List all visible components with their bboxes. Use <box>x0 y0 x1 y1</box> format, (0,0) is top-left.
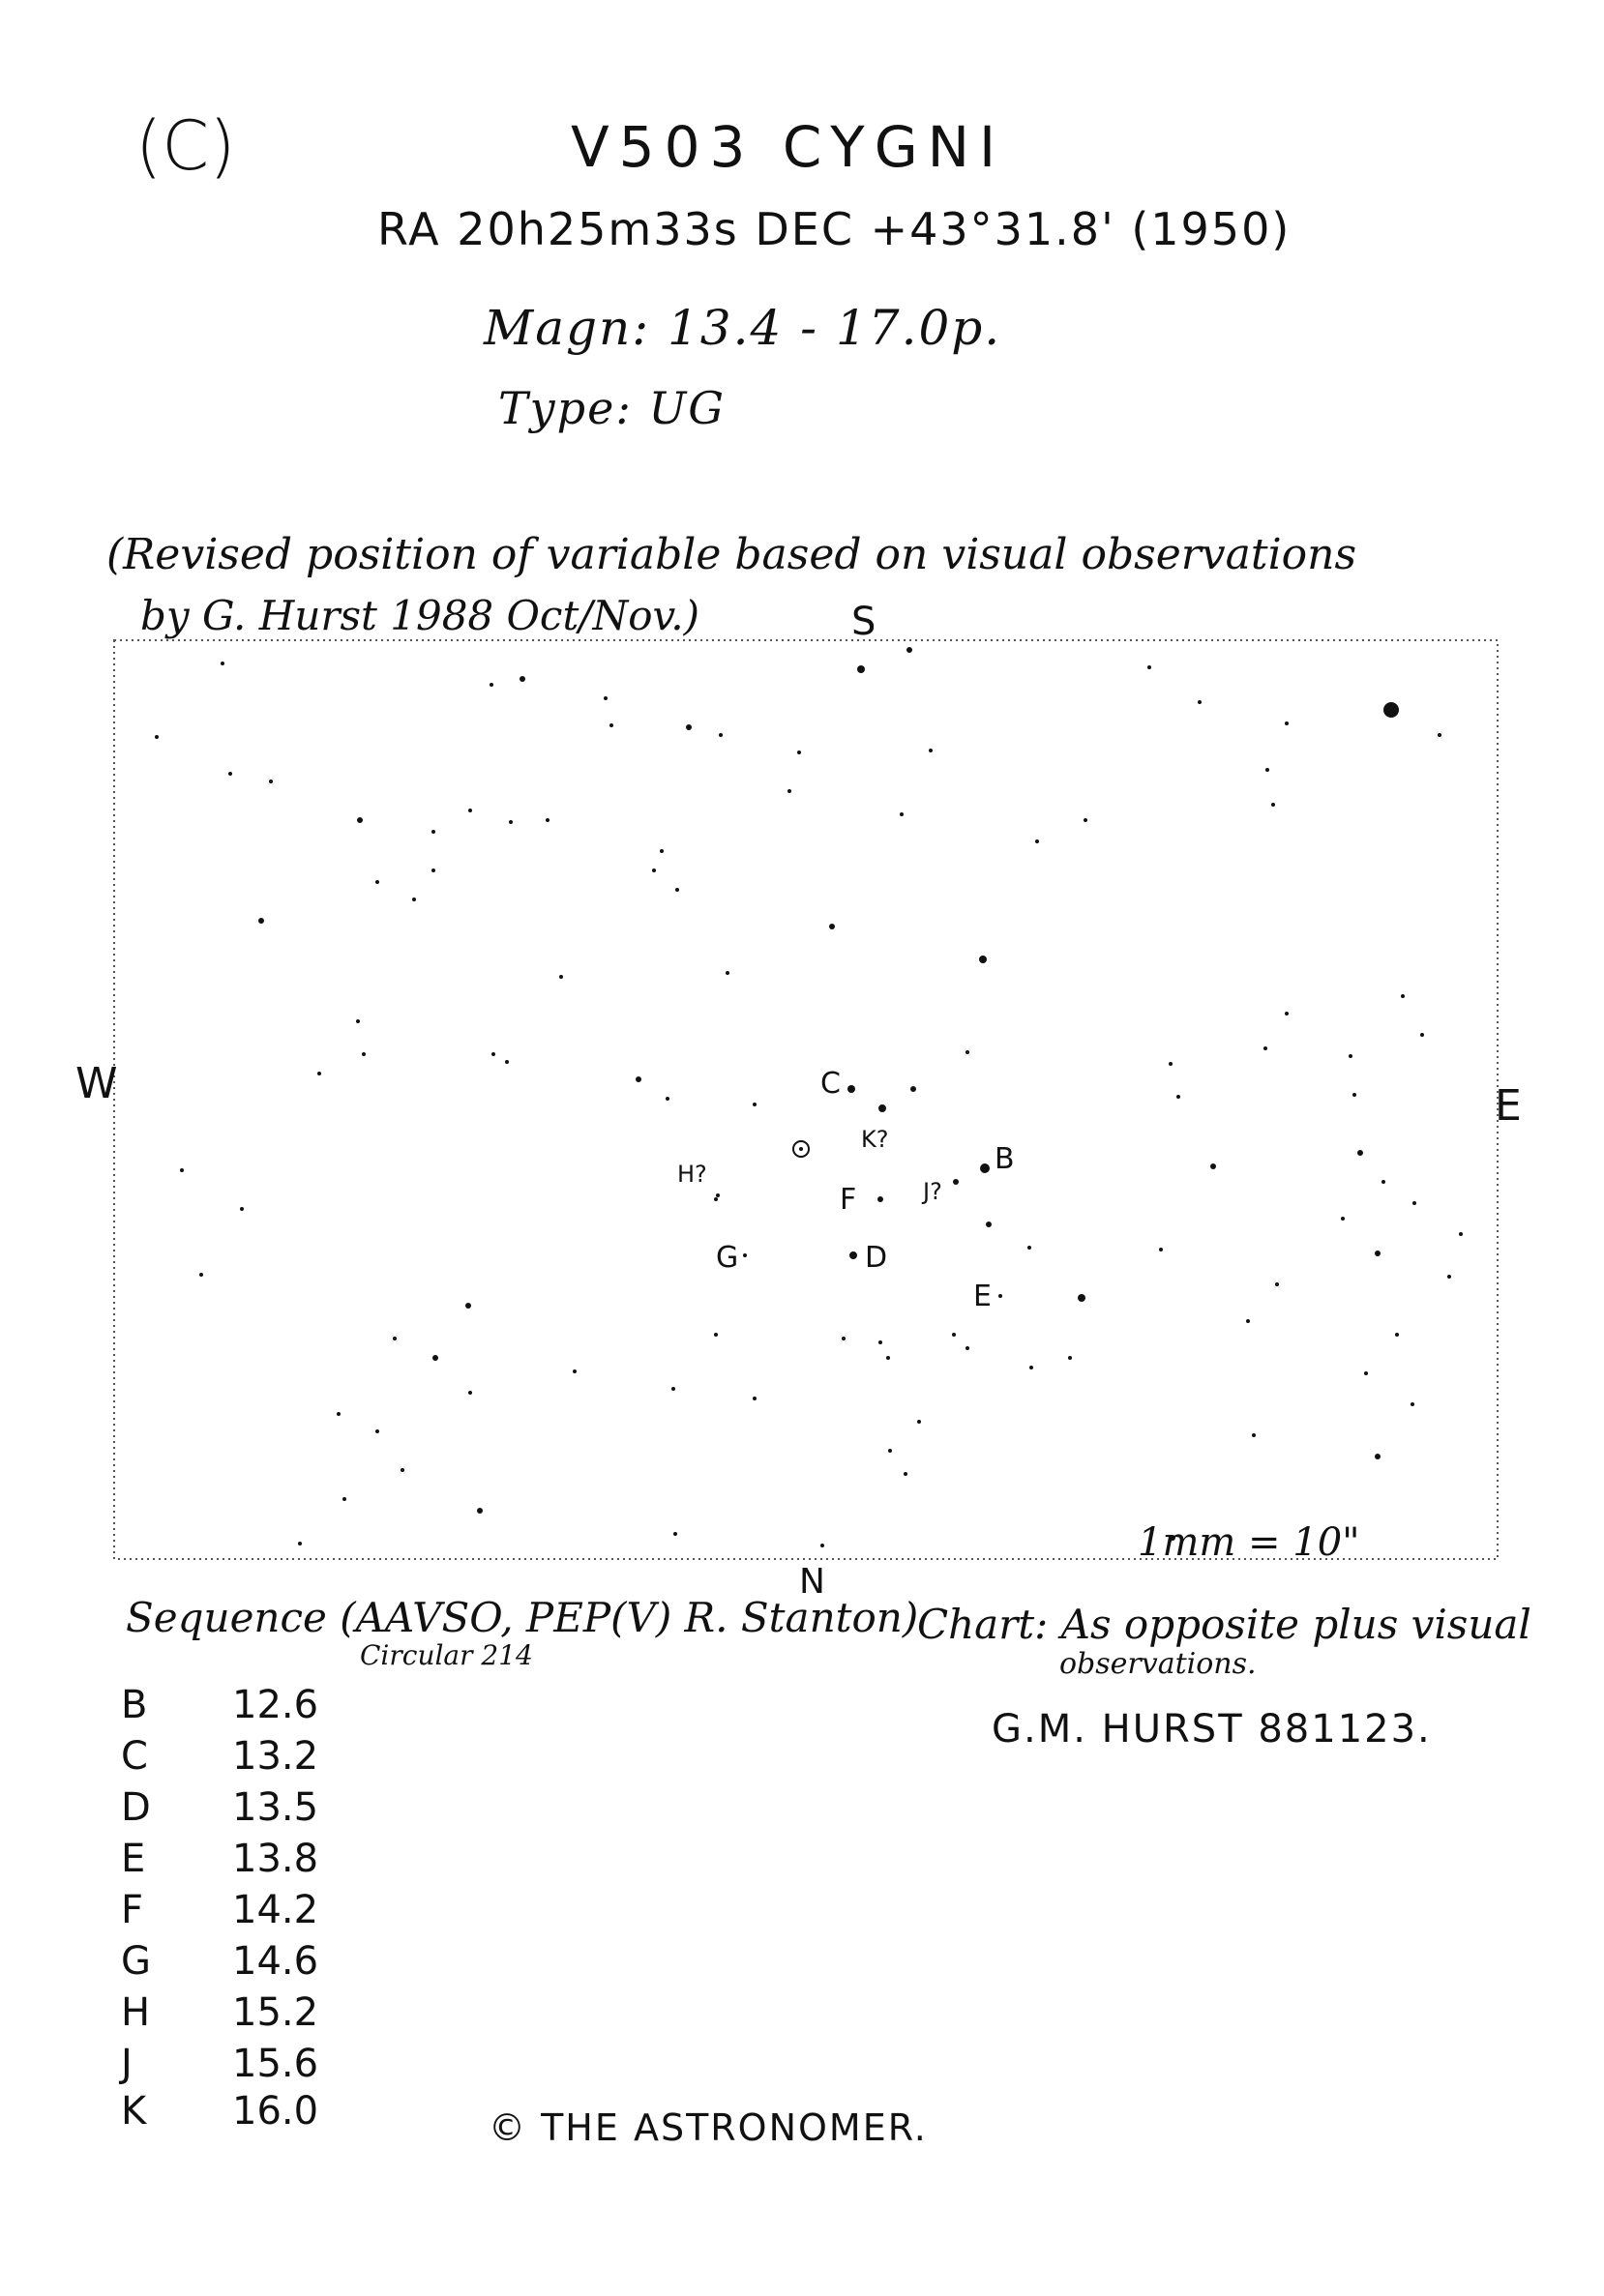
label-G: G <box>716 1241 739 1275</box>
star-F <box>877 1196 883 1202</box>
field-stars <box>155 647 1463 1547</box>
sequence-heading: Sequence (AAVSO, PEP(V) R. Stanton) <box>126 1594 919 1641</box>
label-B: B <box>995 1142 1015 1176</box>
variable-type: Type: UG <box>498 382 726 434</box>
direction-south: S <box>851 600 876 644</box>
star-C <box>847 1085 855 1093</box>
sequence-row <box>121 2042 318 2086</box>
star-E <box>998 1294 1002 1298</box>
direction-north: N <box>799 1562 825 1602</box>
label-J: J? <box>923 1178 942 1205</box>
sequence-row <box>121 1785 318 1830</box>
sequence-mag: 13.2 <box>232 1734 319 1779</box>
sequence-mag: 12.6 <box>232 1683 319 1727</box>
chart-border <box>114 640 1498 1559</box>
star-labels <box>677 1067 1015 1313</box>
magnitude-range: Magn: 13.4 - 17.0p. <box>484 300 1002 356</box>
sequence-mag: 15.2 <box>232 1990 319 2035</box>
star-K <box>878 1104 886 1112</box>
label-K: K? <box>861 1126 889 1153</box>
direction-west: W <box>75 1059 118 1108</box>
sequence-star: E <box>121 1837 146 1881</box>
sequence-mag: 13.5 <box>232 1785 319 1830</box>
chart-source-line-1: Chart: As opposite plus visual <box>917 1601 1531 1648</box>
sequence-mag: 15.6 <box>232 2042 319 2086</box>
sequence-row <box>121 1990 318 2035</box>
sequence-mag: 16.0 <box>232 2089 319 2134</box>
sequence-star: B <box>121 1683 148 1727</box>
sequence-star: J <box>121 2042 133 2086</box>
label-C: C <box>820 1067 841 1101</box>
revision-note-line-2: by G. Hurst 1988 Oct/Nov.) <box>140 592 699 639</box>
scale-note: 1mm = 10" <box>1138 1520 1360 1565</box>
sequence-mag: 13.8 <box>232 1837 319 1881</box>
revision-note-line-1: (Revised position of variable based on visual observations <box>106 530 1357 579</box>
sequence-row <box>121 2089 318 2134</box>
label-F: F <box>840 1183 857 1217</box>
sequence-star: K <box>121 2089 147 2134</box>
star-G <box>743 1253 747 1257</box>
page-title: V503 CYGNI <box>571 114 1006 180</box>
direction-east: E <box>1495 1081 1522 1131</box>
label-E: E <box>973 1280 992 1313</box>
sequence-stars <box>714 1085 1002 1298</box>
star-B <box>980 1163 990 1173</box>
sequence-star: F <box>121 1888 144 1932</box>
sequence-mag: 14.2 <box>232 1888 319 1932</box>
signature: G.M. HURST 881123. <box>992 1707 1432 1751</box>
sequence-subheading: Circular 214 <box>360 1639 533 1671</box>
sequence-star: D <box>121 1785 151 1830</box>
coordinates: RA 20h25m33s DEC +43°31.8' (1950) <box>377 203 1292 255</box>
copyright-notice: © THE ASTRONOMER. <box>489 2106 928 2149</box>
sequence-row <box>121 1683 318 1727</box>
star-J <box>953 1179 959 1185</box>
sequence-star: H <box>121 1990 151 2035</box>
sequence-row <box>121 1734 318 1779</box>
label-H: H? <box>677 1161 707 1188</box>
chart-source-line-2: observations. <box>1059 1647 1257 1681</box>
sequence-star: G <box>121 1939 151 1984</box>
sequence-row <box>121 1939 318 1984</box>
sequence-star: C <box>121 1734 148 1779</box>
sequence-row <box>121 1888 318 1932</box>
page-label: (C) <box>135 106 236 186</box>
sequence-row <box>121 1837 318 1881</box>
star-D <box>849 1251 857 1259</box>
label-D: D <box>865 1241 888 1275</box>
star-H <box>714 1197 718 1201</box>
sequence-mag: 14.6 <box>232 1939 319 1984</box>
